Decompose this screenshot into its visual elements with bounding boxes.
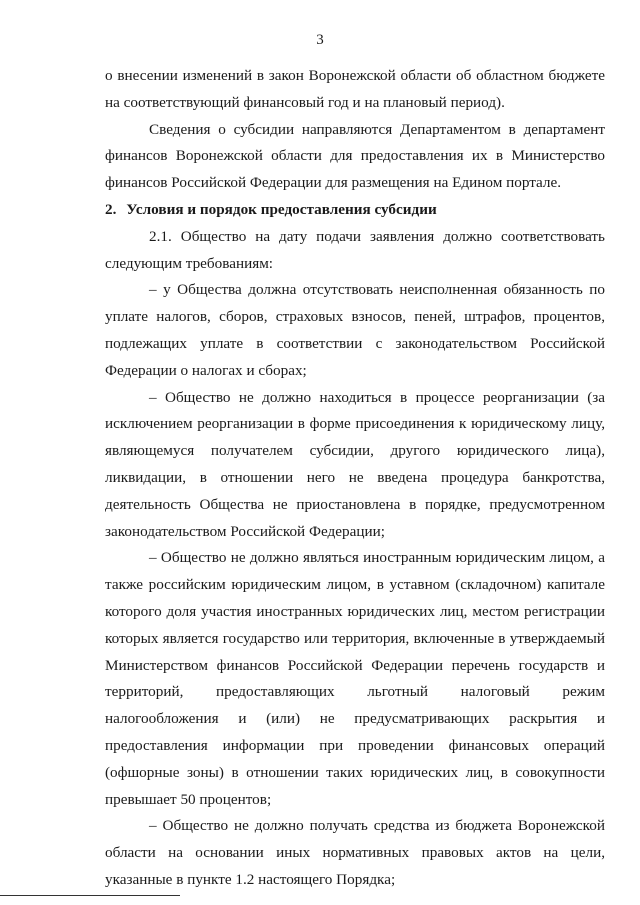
paragraph-continuation: о внесении изменений в закон Воронежской области об областном бюджете на соответствующий финансовый год и на плановый период). xyxy=(105,67,605,111)
requirement-taxes: – у Общества должна отсутствовать неисполненная обязанность по уплате налогов, сборов, страховых взносов, пеней, штрафов, процентов, подлежащих уплате в соответствии с законодательством Российской Федерации о налогах и сборах; xyxy=(105,281,605,379)
footer-divider xyxy=(0,895,180,896)
paragraph-2-1: 2.1. Общество на дату подачи заявления должно соответствовать следующим требованиям: xyxy=(105,227,605,272)
requirement-other-funds: – Общество не должно получать средства из бюджета Воронежской области на основании иных нормативных правовых актов на цели, указанные в пункте 1.2 настоящего Порядка; xyxy=(105,817,605,888)
requirement-reorganization: – Общество не должно находиться в процессе реорганизации (за исключением реорганизации в форме присоединения к юридическому лицу, являющемуся получателем субсидии, другого юридического лица), ликвидации, в отношении него не введена процедура банкротства, деятельность Общества не приостановлена в порядке, предусмотренном законодательством Российской Федерации; xyxy=(105,388,605,540)
section-heading xyxy=(105,197,605,224)
document-body xyxy=(105,63,605,894)
section-title: Условия и порядок предоставления субсидии xyxy=(126,200,437,218)
paragraph-subsidy-info: Сведения о субсидии направляются Департаментом в департамент финансов Воронежской области для предоставления их в Министерство финансов Российской Федерации для размещения на Едином портале. xyxy=(105,120,605,192)
page-number: 3 xyxy=(316,32,324,48)
section-number: 2. xyxy=(105,200,117,218)
requirement-foreign-entity: – Общество не должно являться иностранным юридическим лицом, а также российским юридическим лицом, в уставном (складочном) капитале которого доля участия иностранных юридических лиц, местом регистрации которых является государство или территория, включенные в утверждаемый Министерством финансов Российской Федерации перечень государств и территорий, предоставляющих льготный налоговый режим налогообложения и (или) не предусматривающих раскрытия и предоставления информации при проведении финансовых операций (офшорные зоны) в отношении таких юридических лиц, в совокупности превышает 50 процентов; xyxy=(105,549,605,808)
